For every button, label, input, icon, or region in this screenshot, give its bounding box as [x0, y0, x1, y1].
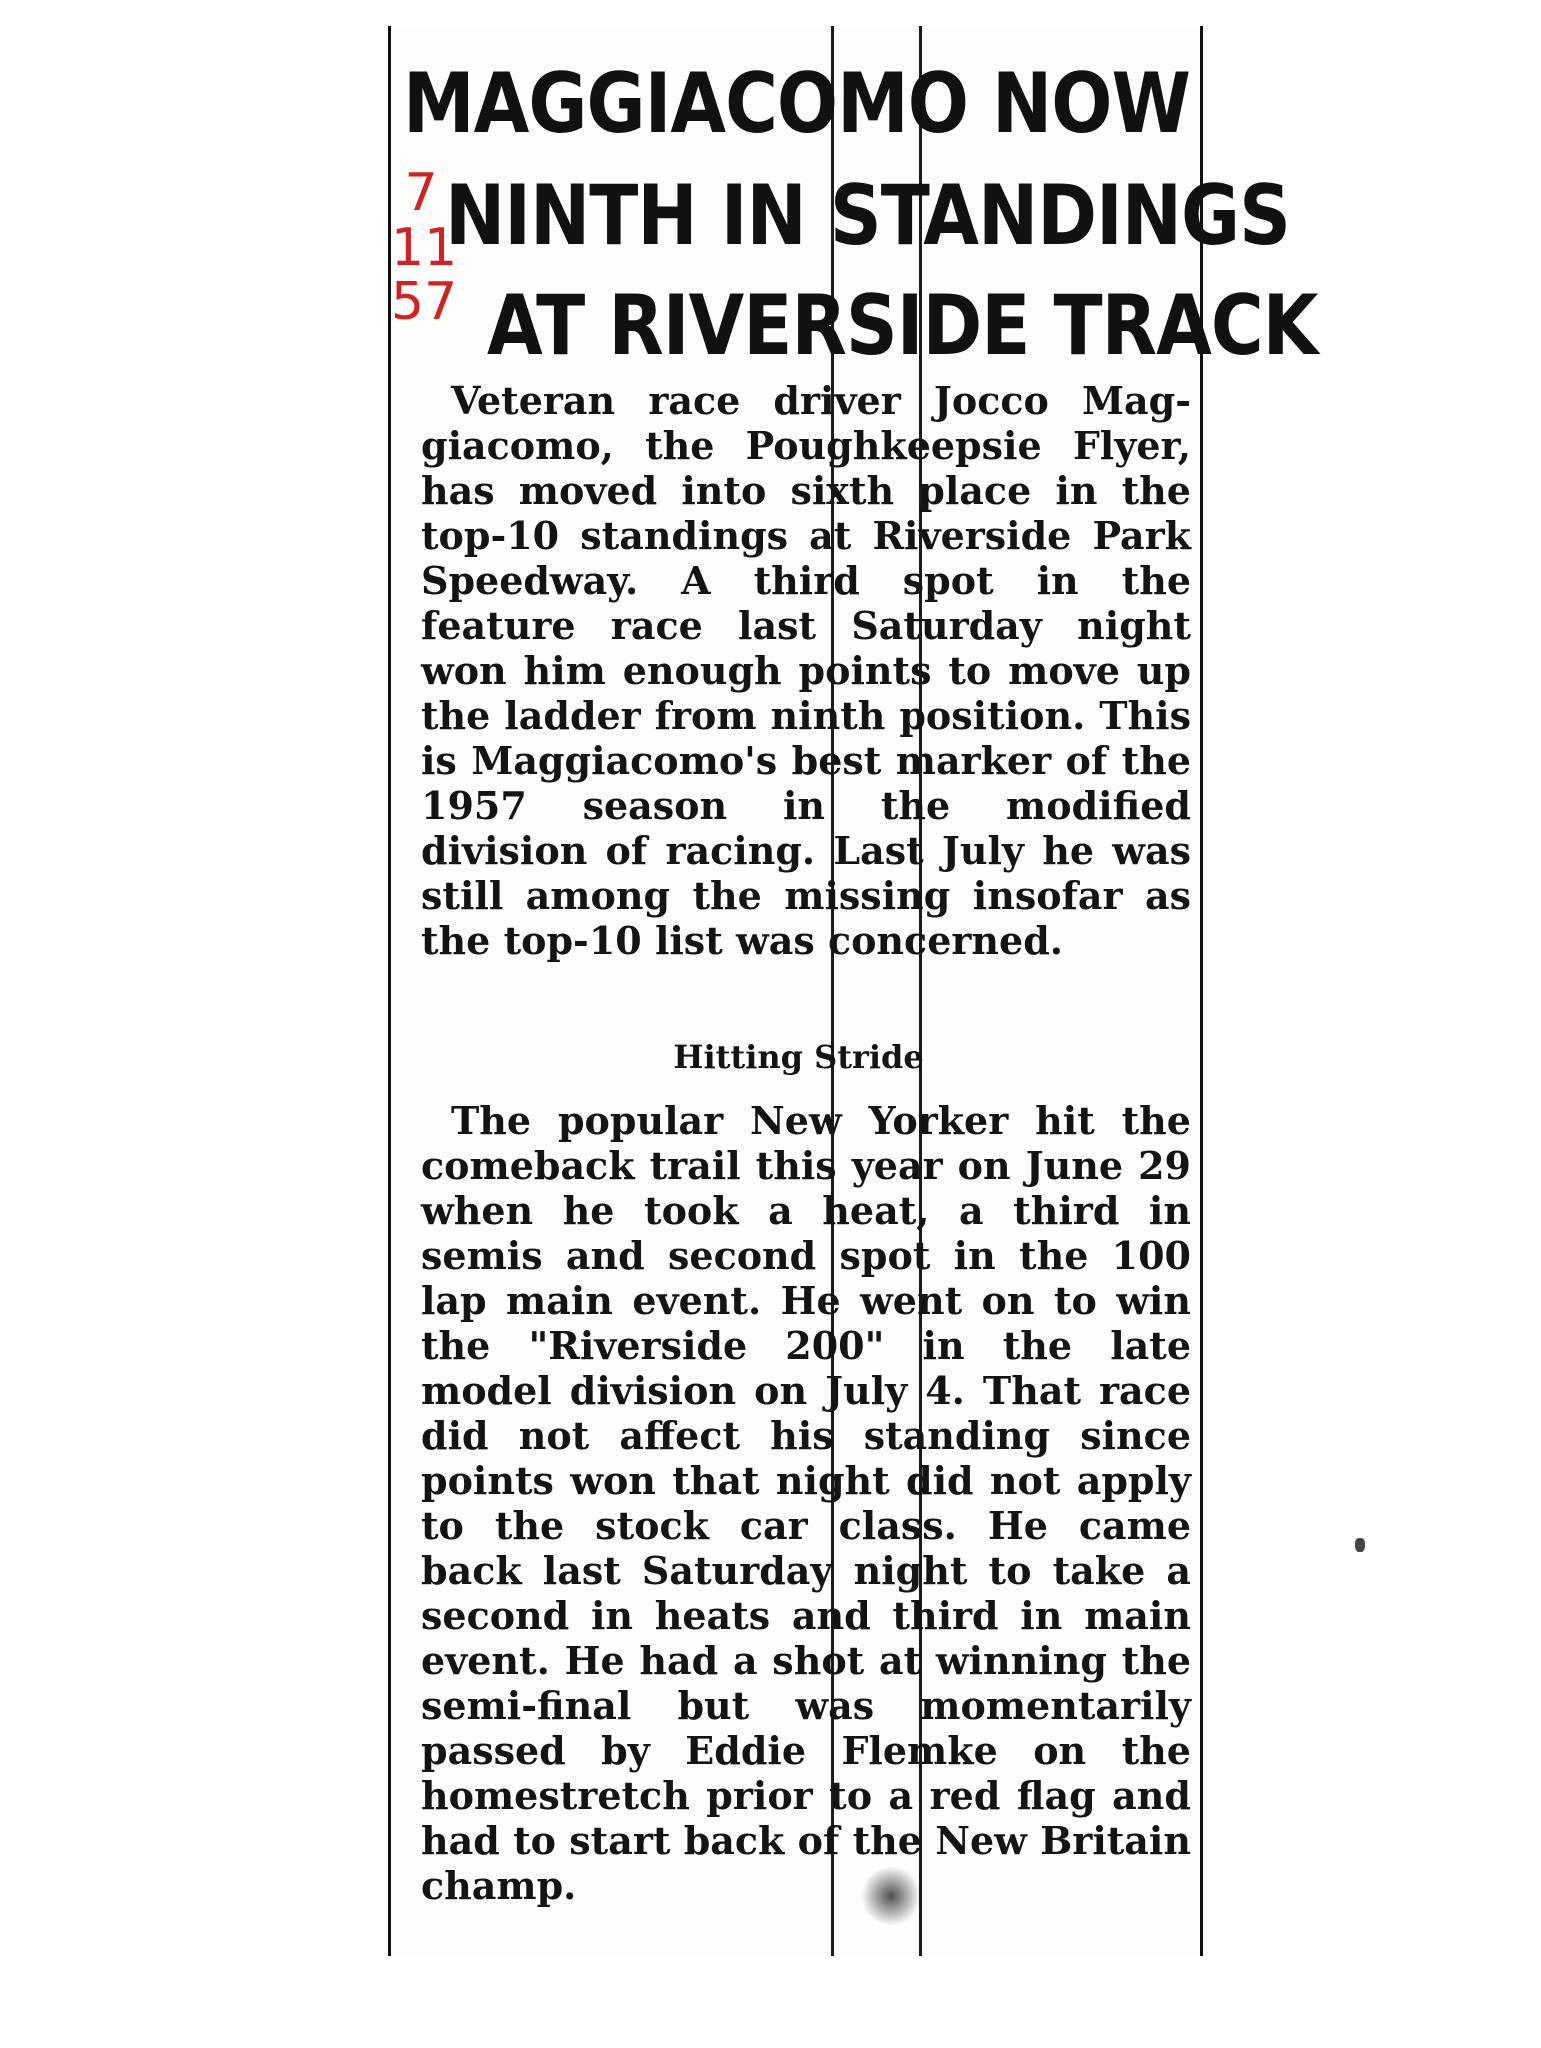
dust-speck [1355, 1538, 1365, 1552]
article-subhead: Hitting Stride [673, 1038, 924, 1076]
headline-line-3: AT RIVERSIDE TRACK [487, 277, 1318, 374]
date-day: 11 [391, 217, 458, 278]
headline-line-1: MAGGIACOMO NOW [403, 55, 1190, 152]
article-body-first [421, 378, 1191, 963]
handwritten-date-note [391, 163, 458, 333]
date-month: 7 [404, 163, 438, 223]
article-paragraph: The popular New Yorker hit the comeback trail this year on June 29 when he took a heat, a third in semis and second spot in the 100 lap main event. He went on to win the "Riverside 200" in the late model division on July 4. That race did not affect his standing since points won that night did not apply to the stock car class. He came back last Saturday night to take a second in heats and third in main event. He had a shot at winning the semi-final but was momentarily passed by Eddie Flemke on the homestretch prior to a red flag and had to start back of the New Britain champ. [421, 1098, 1191, 1908]
ink-smudge [861, 1866, 921, 1926]
newspaper-clipping [388, 26, 1318, 1956]
date-year: 57 [391, 272, 458, 333]
article-paragraph: Veteran race driver Jocco Maggiacomo, the Poughkeepsie Flyer, has moved into sixth place in the top-10 standings at Riverside Park Speedway. A third spot in the feature race last Saturday night won him enough points to move up the ladder from ninth position. This is Maggiacomo's best marker of the 1957 season in the modified division of racing. Last July he was still among the missing insofar as the top-10 list was concerned. [421, 378, 1191, 963]
article-body-second [421, 1098, 1191, 1908]
headline-line-2: NINTH IN STANDINGS [445, 167, 1290, 264]
